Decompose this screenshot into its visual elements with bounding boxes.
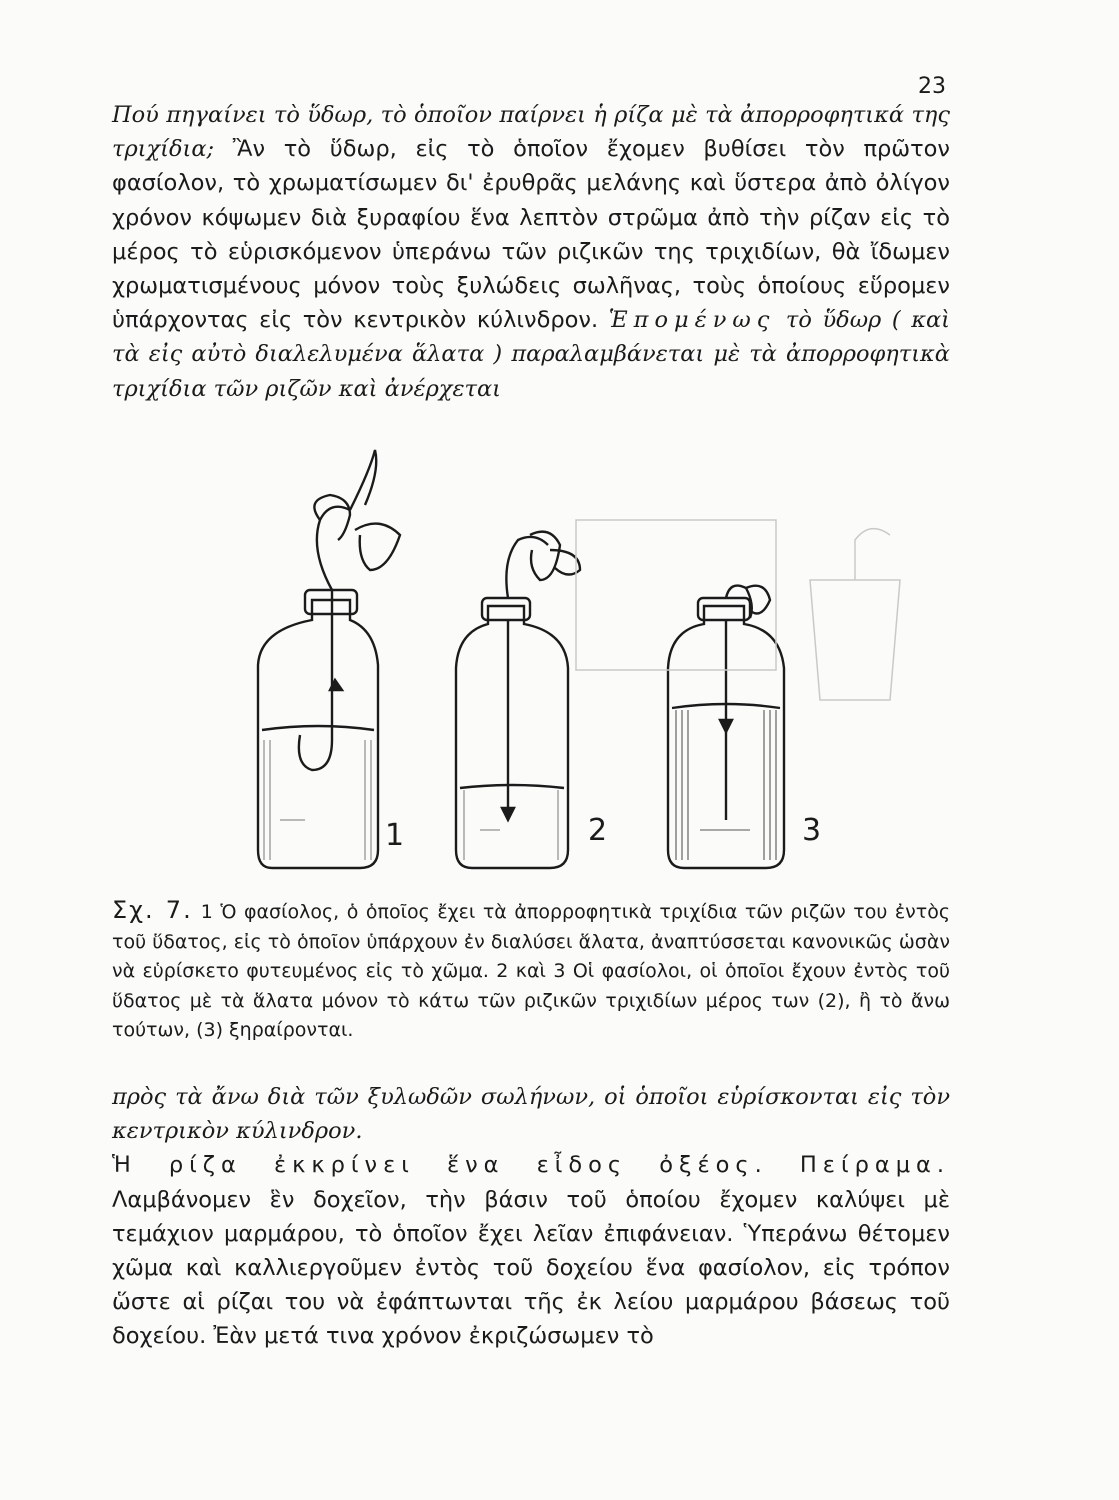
section-heading: Ἡ ρίζα ἐκκρίνει ἕνα εἶδος ὀξέος. Πείραμα.	[112, 1152, 950, 1179]
page-number: 23	[918, 74, 946, 99]
bottle-1	[258, 450, 400, 868]
italic-spaced-word: Ἑπομένως	[608, 307, 776, 334]
paragraph-1	[112, 98, 950, 406]
caption-text: 1 Ὁ φασίολος, ὁ ὁποῖος ἔχει τὰ ἀπορροφητικὰ τριχίδια τῶν ριζῶν του ἐντὸς τοῦ ὕδατος, εἰς τὸ ὁποῖον ὑπάρχουν ἐν διαλύσει ἅλατα, ἀναπτύσσεται κανονικῶς ὡσὰν νὰ εὑρίσκετο φυτευμένος εἰς τὸ χῶμα. 2 καὶ 3 Οἱ φασίολοι, οἱ ὁποῖοι ἔχουν ἐντὸς τοῦ ὕδατος μὲ τὰ ἅλατα μόνον τὸ κάτω τῶν ριζικῶν τριχιδίων μέρος των (2), ἢ τὸ ἄνω τούτων, (3) ξηραίρονται.	[112, 901, 950, 1042]
italic-continuation: τὸ ὕδωρ ( καὶ τὰ εἰς αὐτὸ διαλελυμένα ἅλατα ) παραλαμβάνεται μὲ τὰ ἀπορροφητικὰ τριχίδια τῶν ριζῶν καὶ ἀνέρχεται	[112, 307, 951, 402]
figure-bottles-illustration	[250, 440, 910, 880]
bottle-label-1: 1	[385, 818, 405, 853]
caption-label: Σχ. 7.	[112, 896, 193, 924]
italic-question: Πού πηγαίνει τὸ ὕδωρ, τὸ ὁποῖον παίρνει ἡ ρίζα μὲ τὰ ἀπορροφητικά της τριχίδια;	[112, 102, 950, 163]
paragraph-2-body: Λαμβάνομεν ἓν δοχεῖον, τὴν βάσιν τοῦ ὁποίου ἔχομεν καλύψει μὲ τεμάχιον μαρμάρου, τὸ ὁποῖον ἔχει λεῖαν ἐπιφάνειαν. Ὑπεράνω θέτομεν χῶμα καὶ καλλιεργοῦμεν ἐντὸς τοῦ δοχείου ἕνα φασίολον, εἰς τρόπον ὥστε αἱ ρίζαι του νὰ ἐφάπτωνται τῆς ἐκ λείου μαρμάρου βάσεως τοῦ δοχείου. Ἐὰν μετά τινα χρόνον ἐκριζώσωμεν τὸ	[112, 1186, 950, 1350]
figure-caption	[112, 896, 950, 1046]
bottle-label-2: 2	[588, 813, 608, 848]
bottle-3	[668, 586, 784, 868]
paragraph-1-body: Ἂν τὸ ὕδωρ, εἰς τὸ ὁποῖον ἔχομεν βυθίσει τὸν πρῶτον φασίολον, τὸ χρωματίσωμεν δι' ἐρυθρᾶς μελάνης καὶ ὕστερα ἀπὸ ὀλίγον χρόνον κόψωμεν διὰ ξυραφίου ἕνα λεπτὸν στρῶμα ἀπὸ τὴν ρίζαν εἰς τὸ μέρος τὸ εὑρισκόμενον ὑπεράνω τῶν ριζικῶν της τριχιδίων, θὰ ἴδωμεν χρωματισμένους μόνον τοὺς ξυλώδεις σωλῆνας, τοὺς ὁποίους εὕρομεν ὑπάρχοντας εἰς τὸν κεντρικὸν κύλινδρον.	[112, 136, 950, 334]
bottle-2	[456, 532, 580, 868]
paragraph-2	[112, 1080, 950, 1354]
bottle-label-3: 3	[802, 813, 822, 848]
italic-continuation-2: πρὸς τὰ ἄνω διὰ τῶν ξυλωδῶν σωλήνων, οἱ ὁποῖοι εὑρίσκονται εἰς τὸν κεντρικὸν κύλινδρον.	[112, 1084, 950, 1145]
